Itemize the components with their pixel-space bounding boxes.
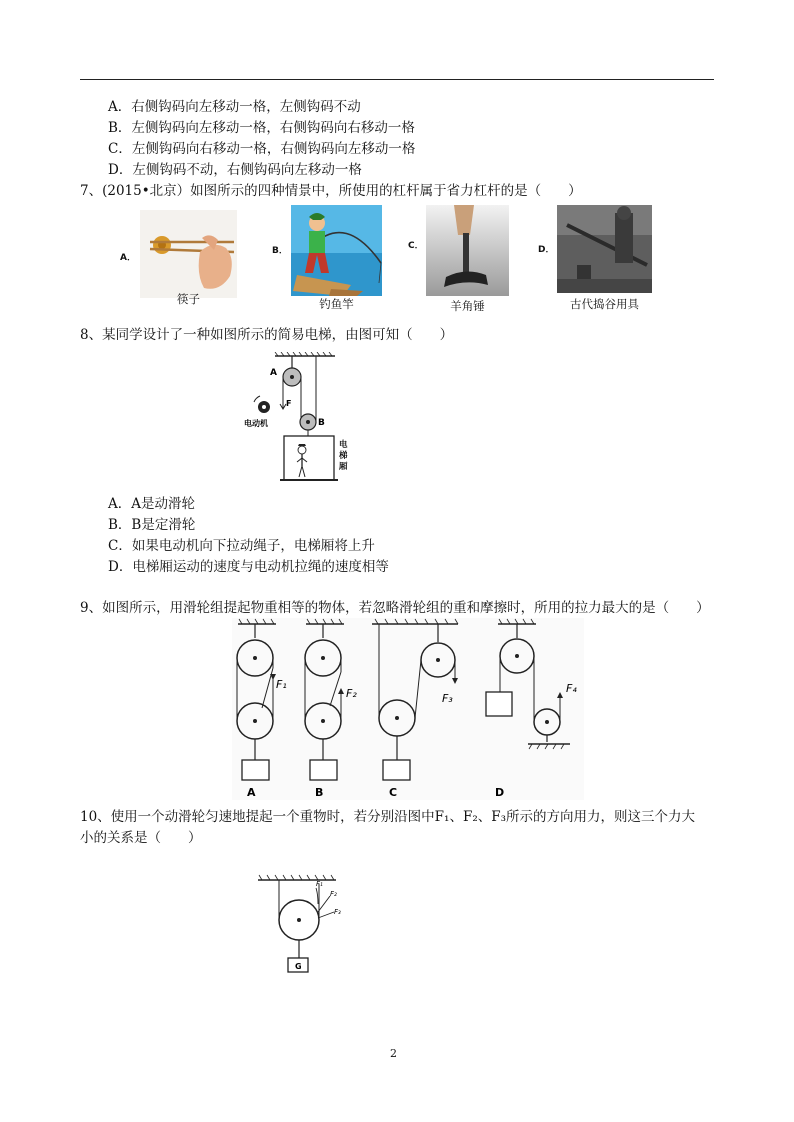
q8-stem: 8、某同学设计了一种如图所示的简易电梯，由图可知（ ） — [80, 327, 454, 343]
q8-option-a: A．A是动滑轮 — [108, 496, 195, 512]
q7-caption-d: 古代捣谷用具 — [570, 297, 639, 311]
fishing-rod-photo — [291, 205, 382, 296]
force-f-label: F — [286, 399, 292, 408]
q7-caption-a: 筷子 — [177, 292, 200, 306]
q9-stem: 9、如图所示，用滑轮组提起物重相等的物体，若忽略滑轮组的重和摩擦时，所用的拉力最大的是（ ） — [80, 600, 710, 616]
q8-option-b: B．B是定滑轮 — [108, 517, 196, 533]
q7-letter-b: B． — [272, 246, 288, 256]
force-f1-label-q10: F₁ — [316, 880, 323, 888]
claw-hammer-photo — [426, 205, 509, 296]
q10-stem-line1: 10、使用一个动滑轮匀速地提起一个重物时，若分别沿图中F₁、F₂、F₃所示的方向用力，则这三个力大 — [80, 809, 696, 825]
system-c-label: C — [389, 786, 398, 799]
pulley-a-label: A — [270, 368, 277, 378]
page-number: 2 — [390, 1047, 397, 1060]
system-b-label: B — [315, 786, 324, 799]
chopsticks-photo — [140, 210, 237, 298]
pulley-b-label: B — [318, 418, 325, 428]
force-f1-label: F₁ — [276, 678, 287, 691]
q7-stem: 7、(2015•北京）如图所示的四种情景中，所使用的杠杆属于省力杠杆的是（ ） — [80, 183, 582, 199]
system-a-label: A — [247, 786, 256, 799]
grain-pounder-photo — [557, 205, 652, 293]
q8-option-d: D．电梯厢运动的速度与电动机拉绳的速度相等 — [108, 559, 389, 575]
q6-option-c: C．左侧钩码向右移动一格，右侧钩码向左移动一格 — [108, 141, 416, 157]
force-f4-label: F₄ — [566, 682, 577, 695]
q6-option-a: A．右侧钩码向左移动一格，左侧钩码不动 — [108, 99, 361, 115]
force-f3-label: F₃ — [442, 692, 453, 705]
q7-letter-d: D． — [538, 245, 555, 255]
pulley-systems-figure — [232, 618, 584, 800]
force-f2-label: F₂ — [346, 687, 357, 700]
q7-letter-a: A． — [120, 253, 136, 263]
q6-option-d: D．左侧钩码不动，右侧钩码向左移动一格 — [108, 162, 362, 178]
force-f2-label-q10: F₂ — [330, 890, 337, 898]
q7-caption-b: 钓鱼竿 — [319, 297, 354, 311]
header-rule — [80, 79, 714, 80]
q10-stem-line2: 小的关系是（ ） — [80, 830, 202, 846]
q8-option-c: C．如果电动机向下拉动绳子，电梯厢将上升 — [108, 538, 375, 554]
system-d-label: D — [495, 786, 505, 799]
q7-caption-c: 羊角锤 — [450, 299, 485, 313]
q6-option-b: B．左侧钩码向左移动一格，右侧钩码向右移动一格 — [108, 120, 415, 136]
force-f3-label-q10: F₃ — [334, 908, 341, 916]
motor-label: 电动机 — [244, 419, 268, 428]
q7-letter-c: C． — [408, 241, 424, 251]
elevator-figure — [240, 352, 340, 484]
cabin-label: 电梯厢 — [339, 440, 348, 472]
weight-g-label: G — [295, 962, 302, 971]
movable-pulley-figure — [256, 874, 356, 974]
